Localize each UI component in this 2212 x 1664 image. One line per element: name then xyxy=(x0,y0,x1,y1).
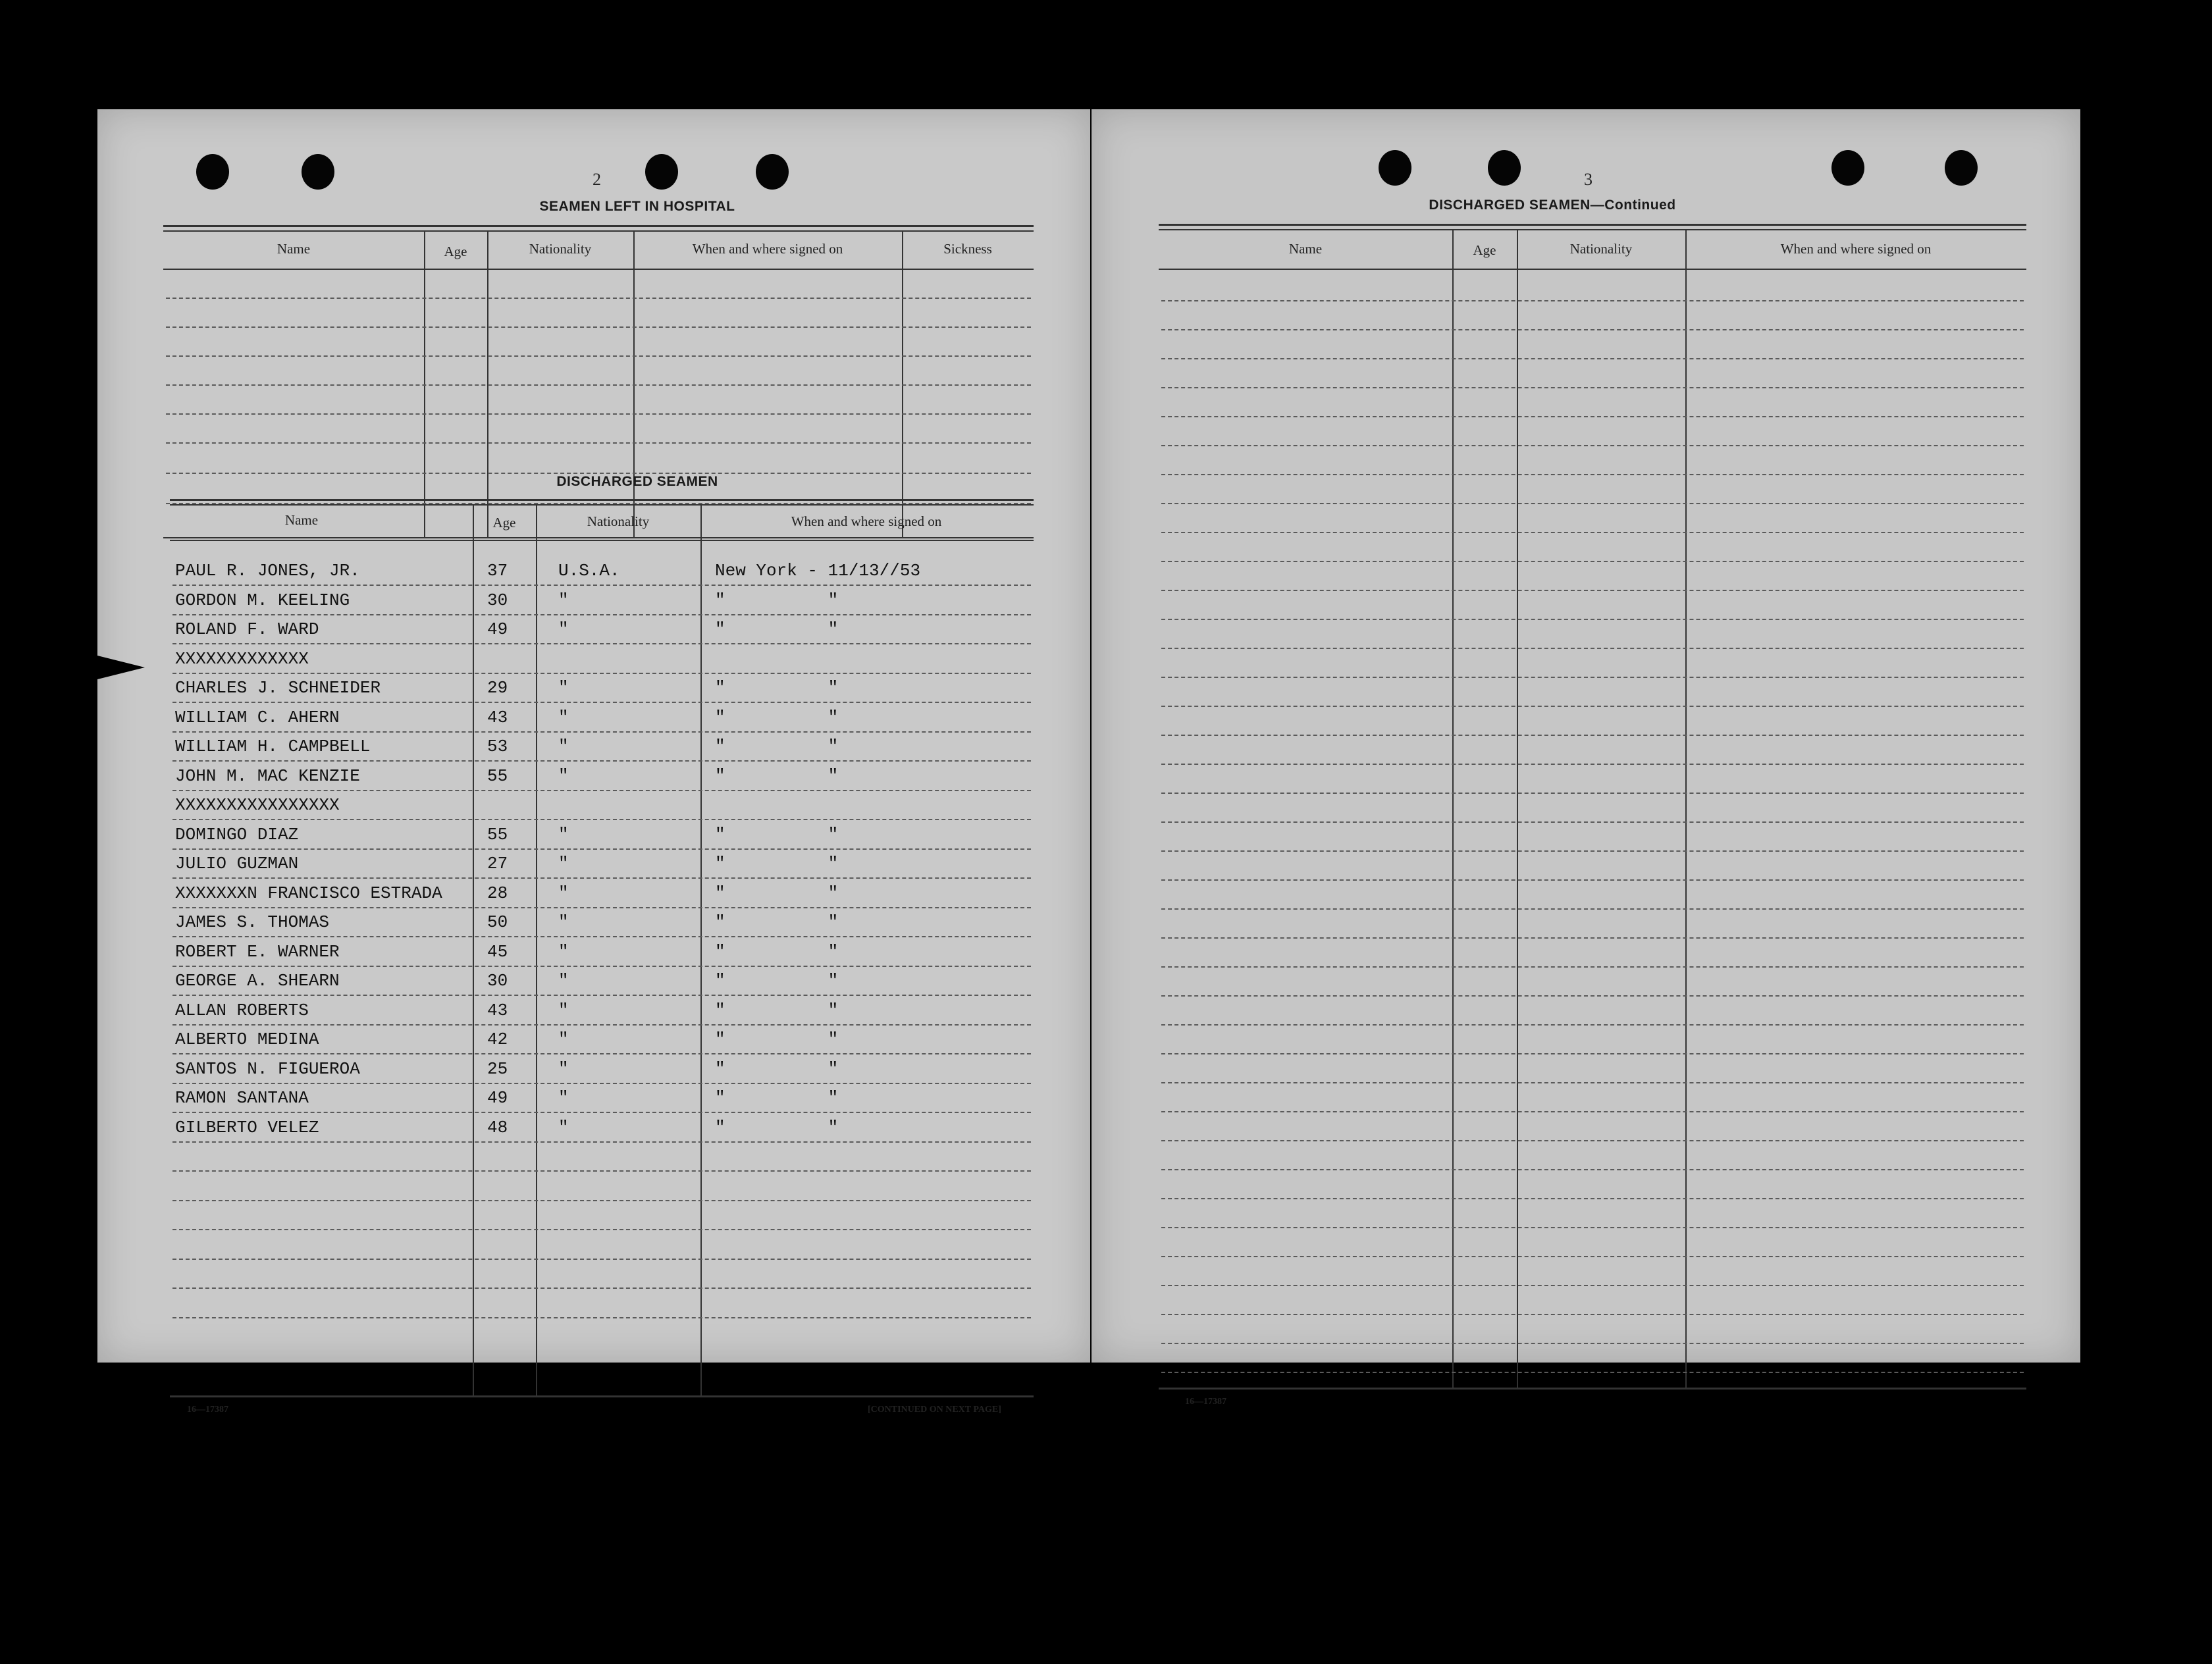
seaman-nationality: " xyxy=(558,825,569,845)
seaman-nationality: " xyxy=(558,619,569,639)
seaman-signed-on: " " xyxy=(715,590,839,610)
seaman-nationality: " xyxy=(558,971,569,991)
seaman-nationality: " xyxy=(558,590,569,610)
punch-hole xyxy=(1831,150,1864,186)
seaman-nationality: " xyxy=(558,1088,569,1108)
continued-note: [CONTINUED ON NEXT PAGE] xyxy=(868,1405,1001,1415)
seaman-name: WILLIAM H. CAMPBELL xyxy=(175,737,371,756)
seaman-signed-on: " " xyxy=(715,912,839,932)
discharged-col-age: Age xyxy=(492,515,516,531)
seaman-age: 25 xyxy=(487,1059,508,1079)
seaman-signed-on: " " xyxy=(715,942,839,962)
punch-hole xyxy=(1488,150,1521,186)
punch-hole xyxy=(196,154,229,190)
seaman-nationality: " xyxy=(558,708,569,727)
seaman-name: PAUL R. JONES, JR. xyxy=(175,561,360,581)
punch-hole xyxy=(1379,150,1411,186)
seaman-signed-on: " " xyxy=(715,1118,839,1137)
seaman-nationality: " xyxy=(558,854,569,873)
seaman-age: 42 xyxy=(487,1029,508,1049)
seaman-name: DOMINGO DIAZ xyxy=(175,825,299,845)
seaman-age: 43 xyxy=(487,708,508,727)
seaman-signed-on: " " xyxy=(715,708,839,727)
seaman-signed-on: " " xyxy=(715,1059,839,1079)
seaman-age: 48 xyxy=(487,1118,508,1137)
seaman-nationality: " xyxy=(558,883,569,903)
seaman-age: 30 xyxy=(487,971,508,991)
seaman-signed-on: " " xyxy=(715,883,839,903)
seaman-name: JAMES S. THOMAS xyxy=(175,912,330,932)
left-page xyxy=(97,109,1090,1415)
seaman-nationality: " xyxy=(558,912,569,932)
seaman-signed-on: " " xyxy=(715,854,839,873)
punch-hole xyxy=(756,154,789,190)
seaman-signed-on: " " xyxy=(715,678,839,698)
seaman-age: 28 xyxy=(487,883,508,903)
punch-hole xyxy=(302,154,334,190)
seaman-age: 27 xyxy=(487,854,508,873)
discharged-col-name: Name xyxy=(284,512,319,528)
seaman-signed-on: New York - 11/13//53 xyxy=(715,561,921,581)
seaman-signed-on: " " xyxy=(715,1088,839,1108)
seaman-name: CHARLES J. SCHNEIDER xyxy=(175,678,381,698)
seaman-signed-on: " " xyxy=(715,766,839,786)
seaman-signed-on: " " xyxy=(715,1029,839,1049)
seaman-nationality: " xyxy=(558,1118,569,1137)
seaman-name: XXXXXXXXXXXXX xyxy=(175,649,309,669)
seaman-nationality: " xyxy=(558,1029,569,1049)
seaman-name: XXXXXXXXXXXXXXXX xyxy=(175,795,340,815)
hospital-col-nationality: Nationality xyxy=(529,241,592,257)
seaman-name: GORDON M. KEELING xyxy=(175,590,350,610)
continued-col-signed-on: When and where signed on xyxy=(1780,241,1932,257)
discharged-col-signed-on: When and where signed on xyxy=(791,513,942,529)
seaman-age: 49 xyxy=(487,1088,508,1108)
seaman-name: GEORGE A. SHEARN xyxy=(175,971,340,991)
page-number: 2 xyxy=(592,170,601,189)
punch-hole xyxy=(1945,150,1978,186)
seaman-age: 30 xyxy=(487,590,508,610)
continued-col-name: Name xyxy=(1288,241,1323,257)
seaman-age: 45 xyxy=(487,942,508,962)
form-number: 16—17387 xyxy=(187,1405,228,1415)
seaman-signed-on: " " xyxy=(715,971,839,991)
seaman-nationality: " xyxy=(558,1001,569,1020)
seaman-name: ALLAN ROBERTS xyxy=(175,1001,309,1020)
continued-section-title: DISCHARGED SEAMEN—Continued xyxy=(1429,197,1676,213)
seaman-name: RAMON SANTANA xyxy=(175,1088,309,1108)
seaman-age: 49 xyxy=(487,619,508,639)
hospital-col-signed-on: When and where signed on xyxy=(692,241,843,257)
seaman-nationality: U.S.A. xyxy=(558,561,620,581)
hospital-col-name: Name xyxy=(276,241,311,257)
hospital-col-sickness: Sickness xyxy=(943,241,992,257)
seaman-name: ROBERT E. WARNER xyxy=(175,942,340,962)
seaman-age: 53 xyxy=(487,737,508,756)
seaman-name: XXXXXXXN FRANCISCO ESTRADA xyxy=(175,883,442,903)
hospital-section-title: SEAMEN LEFT IN HOSPITAL xyxy=(539,199,735,214)
seaman-signed-on: " " xyxy=(715,1001,839,1020)
seaman-nationality: " xyxy=(558,1059,569,1079)
hospital-col-age: Age xyxy=(444,244,467,259)
discharged-section-title: DISCHARGED SEAMEN xyxy=(556,474,718,489)
seaman-signed-on: " " xyxy=(715,737,839,756)
seaman-signed-on: " " xyxy=(715,619,839,639)
seaman-signed-on: " " xyxy=(715,825,839,845)
seaman-name: GILBERTO VELEZ xyxy=(175,1118,319,1137)
seaman-age: 50 xyxy=(487,912,508,932)
form-number: 16—17387 xyxy=(1185,1397,1226,1407)
seaman-name: ALBERTO MEDINA xyxy=(175,1029,319,1049)
seaman-name: JOHN M. MAC KENZIE xyxy=(175,766,360,786)
seaman-age: 37 xyxy=(487,561,508,581)
seaman-name: SANTOS N. FIGUEROA xyxy=(175,1059,360,1079)
seaman-age: 43 xyxy=(487,1001,508,1020)
seaman-age: 55 xyxy=(487,825,508,845)
seaman-nationality: " xyxy=(558,737,569,756)
seaman-nationality: " xyxy=(558,942,569,962)
discharged-col-nationality: Nationality xyxy=(587,513,650,529)
seaman-nationality: " xyxy=(558,678,569,698)
continued-col-age: Age xyxy=(1473,242,1496,258)
punch-hole xyxy=(645,154,678,190)
seaman-name: WILLIAM C. AHERN xyxy=(175,708,340,727)
right-page xyxy=(1092,109,2080,1407)
page-number: 3 xyxy=(1584,170,1593,189)
seaman-name: JULIO GUZMAN xyxy=(175,854,299,873)
seaman-name: ROLAND F. WARD xyxy=(175,619,319,639)
seaman-nationality: " xyxy=(558,766,569,786)
continued-col-nationality: Nationality xyxy=(1569,241,1633,257)
seaman-age: 55 xyxy=(487,766,508,786)
seaman-age: 29 xyxy=(487,678,508,698)
